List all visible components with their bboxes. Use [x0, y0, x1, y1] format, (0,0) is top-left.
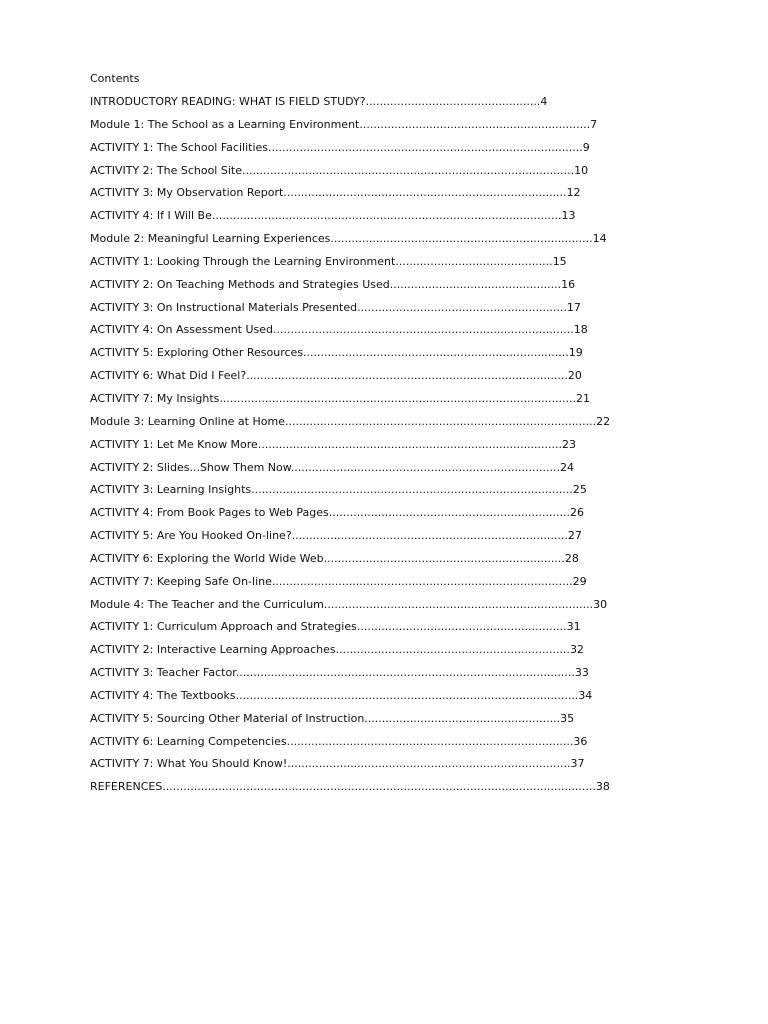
toc-entry[interactable] [90, 300, 610, 323]
toc-entry-leader: ........................................................ [364, 711, 561, 725]
toc-entry-page-number: 27 [567, 529, 582, 543]
toc-entry-title: ACTIVITY 2: The School Site [90, 163, 242, 177]
toc-entry-page-number: 21 [576, 391, 591, 405]
toc-entry[interactable] [90, 460, 610, 483]
toc-entry-leader: .......................................................................................... [268, 140, 583, 154]
toc-entry-page-number: 12 [566, 186, 581, 200]
toc-entry-leader: ......................................................................................... [284, 414, 597, 428]
toc-entry-page-number: 25 [572, 483, 587, 497]
toc-entry-title: ACTIVITY 3: Learning Insights [90, 483, 252, 497]
toc-entry-title: ACTIVITY 2: On Teaching Methods and Strategies Used [90, 277, 390, 291]
toc-entry-title: Module 1: The School as a Learning Environment [90, 117, 360, 131]
toc-entry-page-number: 28 [564, 551, 579, 565]
toc-entry-page-number: 34 [578, 688, 593, 702]
toc-entry[interactable] [90, 254, 610, 277]
toc-entry-title: ACTIVITY 1: Let Me Know More [90, 437, 258, 451]
toc-entry-leader: ...................................................................................... [271, 574, 573, 588]
toc-entry-title: ACTIVITY 7: Keeping Safe On-line [90, 574, 272, 588]
toc-entry-title: ACTIVITY 7: My Insights [90, 391, 220, 405]
toc-entry-title: ACTIVITY 1: The School Facilities [90, 140, 268, 154]
toc-entry-leader: .................................................................. [359, 117, 591, 131]
toc-entry[interactable] [90, 551, 610, 574]
toc-entry[interactable] [90, 94, 610, 117]
toc-entry-title: ACTIVITY 4: On Assessment Used [90, 323, 274, 337]
toc-entry[interactable] [90, 688, 610, 711]
toc-entry-title: ACTIVITY 3: My Observation Report [90, 186, 284, 200]
toc-entry-title: Module 3: Learning Online at Home [90, 414, 285, 428]
toc-entry-leader: ...................................................................................... [273, 323, 574, 337]
toc-entry-page-number: 32 [569, 643, 584, 657]
toc-entry-page-number: 22 [596, 414, 611, 428]
toc-entry-page-number: 36 [573, 734, 588, 748]
toc-entry-title: ACTIVITY 4: If I Will Be [90, 209, 212, 223]
toc-entry-page-number: 29 [572, 574, 587, 588]
toc-entry[interactable] [90, 185, 610, 208]
toc-entry-leader: ............................................................................ [303, 346, 569, 360]
toc-entry-leader: ............................................................................................ [251, 483, 573, 497]
toc-entry-title: ACTIVITY 7: What You Should Know! [90, 757, 288, 771]
toc-entry-leader: ............................................................................................... [241, 163, 575, 177]
toc-entry-leader: ................................................................................. [283, 186, 567, 200]
toc-entry-title: ACTIVITY 6: What Did I Feel? [90, 369, 247, 383]
toc-entry[interactable] [90, 597, 610, 620]
toc-entry-page-number: 17 [566, 300, 581, 314]
toc-entry-title: ACTIVITY 6: Learning Competencies [90, 734, 287, 748]
toc-entry-leader: .................................................................................................. [235, 688, 579, 702]
toc-entry-page-number: 23 [562, 437, 577, 451]
toc-entry-leader: ............................................................................. [290, 460, 560, 474]
toc-entry-page-number: 19 [568, 346, 583, 360]
toc-entry[interactable] [90, 642, 610, 665]
toc-entry-leader: ...................................................................................................... [219, 391, 577, 405]
toc-entry[interactable] [90, 414, 610, 437]
toc-entry[interactable] [90, 528, 610, 551]
toc-entry-title: ACTIVITY 4: The Textbooks [90, 688, 236, 702]
toc-entry-page-number: 9 [582, 140, 590, 154]
toc-entry-leader: ..................................................................... [328, 506, 571, 520]
toc-entry-leader: ............................................................................................................................ [162, 780, 596, 794]
toc-entry[interactable] [90, 231, 610, 254]
toc-entry-title: ACTIVITY 1: Looking Through the Learning Environment [90, 254, 396, 268]
toc-entry[interactable] [90, 117, 610, 140]
toc-entry-page-number: 37 [570, 757, 585, 771]
toc-entry-title: Module 4: The Teacher and the Curriculum [90, 597, 324, 611]
toc-entry-leader: ..................................................................... [323, 551, 565, 565]
toc-entry-title: INTRODUCTORY READING: WHAT IS FIELD STUDY? [90, 95, 366, 108]
toc-entry-page-number: 7 [590, 117, 598, 131]
toc-entry-title: ACTIVITY 3: Teacher Factor [90, 666, 236, 680]
toc-entry-title: ACTIVITY 1: Curriculum Approach and Strategies [90, 620, 357, 634]
toc-heading: Contents [90, 72, 140, 85]
toc-entry[interactable] [90, 368, 610, 391]
toc-entry-page-number: 10 [574, 163, 589, 177]
toc-entry-title: ACTIVITY 3: On Instructional Materials Presented [90, 300, 358, 314]
toc-entry-page-number: 24 [560, 460, 574, 474]
toc-entry-leader: ............................................................ [357, 300, 567, 314]
toc-entry-leader: ................................................................................. [287, 757, 571, 771]
toc-entry-page-number: 33 [574, 666, 589, 680]
toc-entry-title: REFERENCES [90, 780, 163, 794]
toc-entry[interactable] [90, 711, 610, 734]
toc-entry[interactable] [90, 482, 610, 505]
toc-entry[interactable] [90, 619, 610, 642]
toc-entry-page-number: 35 [560, 711, 575, 725]
toc-entry-leader: ................................................................................................. [235, 666, 575, 680]
toc-entry-title: ACTIVITY 6: Exploring the World Wide Web [90, 551, 324, 565]
toc-entry-page-number: 31 [566, 620, 581, 634]
toc-entry-page-number: 16 [561, 277, 576, 291]
toc-entry-leader: ....................................................................................... [257, 437, 563, 451]
toc-entry-leader: ............................................. [395, 254, 553, 268]
toc-entry-title: ACTIVITY 4: From Book Pages to Web Pages [90, 506, 329, 520]
toc-entry-leader: ........................................................................... [330, 232, 593, 246]
toc-entry-leader: .................................................................................. [286, 734, 574, 748]
toc-entry-title: Module 2: Meaningful Learning Experiences [90, 232, 331, 246]
toc-entry[interactable] [90, 665, 610, 688]
toc-entry-page-number: 20 [567, 369, 582, 383]
toc-entry-page-number: 13 [561, 209, 576, 223]
toc-entry[interactable] [90, 505, 610, 528]
toc-entry[interactable] [90, 756, 610, 779]
toc-entry-page-number: 38 [595, 780, 610, 794]
toc-entry[interactable] [90, 345, 610, 368]
toc-entry-page-number: 14 [592, 232, 607, 246]
toc-entry[interactable] [90, 140, 610, 163]
toc-entry-title: ACTIVITY 5: Exploring Other Resources [90, 346, 304, 360]
toc-entry-title: ACTIVITY 5: Are You Hooked On-line? [90, 529, 292, 543]
toc-entry-title: ACTIVITY 5: Sourcing Other Material of Instruction [90, 711, 365, 725]
toc-entry[interactable] [90, 779, 610, 802]
toc-list [90, 94, 610, 802]
toc-entry-leader: ................................................................... [335, 643, 570, 657]
toc-entry[interactable] [90, 322, 610, 345]
toc-entry-leader: .................................................. [365, 95, 541, 108]
toc-entry-leader: .................................................................................................... [211, 209, 562, 223]
toc-entry-page-number: 4 [540, 95, 548, 108]
toc-entry[interactable] [90, 163, 610, 186]
toc-entry-leader: ............................................................................... [291, 529, 568, 543]
toc-entry[interactable] [90, 208, 610, 231]
toc-entry[interactable] [90, 734, 610, 757]
toc-entry-leader: ............................................................ [356, 620, 567, 634]
toc-entry[interactable] [90, 391, 610, 414]
toc-entry-page-number: 18 [573, 323, 588, 337]
toc-entry-page-number: 15 [552, 254, 567, 268]
toc-entry[interactable] [90, 277, 610, 300]
toc-entry[interactable] [90, 437, 610, 460]
toc-entry-leader: ............................................................................. [323, 597, 594, 611]
toc-entry-leader: ............................................................................................ [246, 369, 568, 383]
toc-entry-page-number: 30 [593, 597, 608, 611]
toc-entry[interactable] [90, 574, 610, 597]
toc-entry-title: ACTIVITY 2: Interactive Learning Approaches [90, 643, 336, 657]
toc-entry-title: ACTIVITY 2: Slides...Show Them Now [90, 460, 291, 474]
toc-entry-page-number: 26 [570, 506, 585, 520]
toc-entry-leader: ................................................. [389, 277, 562, 291]
